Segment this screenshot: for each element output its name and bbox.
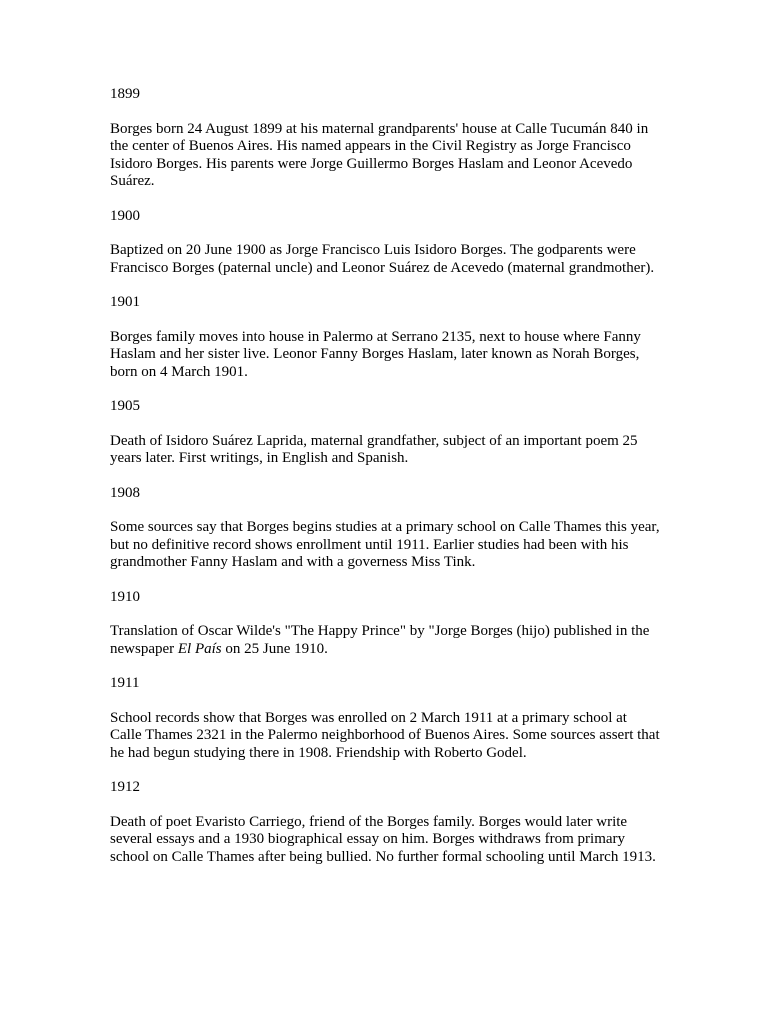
- entry-paragraph: School records show that Borges was enrolled on 2 March 1911 at a primary school at Calle Thames 2321 in the Palermo neighborhood of Buenos Aires. Some sources assert that he had begun studying there in 1908. Friendship with Roberto Godel.: [110, 709, 660, 761]
- year-heading: 1900: [110, 207, 140, 224]
- year-heading: 1911: [110, 675, 140, 691]
- entry-paragraph: Death of poet Evaristo Carriego, friend of the Borges family. Borges would later write several essays and a 1930 biographical essay on him. Borges withdraws from primary school on Calle Thames after being bullied. No further formal schooling until March 1913.: [110, 813, 656, 865]
- entry-paragraph: Baptized on 20 June 1900 as Jorge Francisco Luis Isidoro Borges. The godparents were Francisco Borges (paternal uncle) and Leonor Suárez de Acevedo (maternal grandmother).: [110, 242, 655, 276]
- year-heading: 1899: [110, 86, 140, 102]
- entry-paragraph: Borges family moves into house in Palermo at Serrano 2135, next to house where Fanny Haslam and her sister live. Leonor Fanny Borges Haslam, later known as Norah Borges, born on 4 March 1901.: [110, 328, 641, 380]
- entry-paragraph: Some sources say that Borges begins studies at a primary school on Calle Thames this year, but no definitive record shows enrollment until 1911. Earlier studies had been with his grandmother Fanny Haslam and with a governess Miss Tink.: [110, 519, 660, 570]
- entry-paragraph: Borges born 24 August 1899 at his maternal grandparents' house at Calle Tucumán 840 in the center of Buenos Aires. His named appears in the Civil Registry as Jorge Francisco Isidoro Borges. His parents were Jorge Guillermo Borges Haslam and Leonor Acevedo Suárez.: [110, 120, 649, 189]
- entry-paragraph: [110, 623, 660, 658]
- year-heading: 1912: [110, 779, 140, 795]
- year-heading: 1901: [110, 294, 140, 310]
- newspaper-title: El País: [177, 640, 222, 657]
- entry-text-before: Translation of Oscar Wilde's "The Happy Prince" by "Jorge Borges (hijo) published in the newspaper: [110, 623, 650, 657]
- year-heading: 1910: [110, 588, 140, 605]
- entry-paragraph: Death of Isidoro Suárez Laprida, maternal grandfather, subject of an important poem 25 years later. First writings, in English and Spanish.: [110, 432, 638, 466]
- year-heading: 1905: [110, 398, 140, 414]
- document-page: [110, 86, 660, 883]
- year-heading: 1908: [110, 484, 140, 501]
- entry-text-after: on 25 June 1910.: [221, 640, 328, 657]
